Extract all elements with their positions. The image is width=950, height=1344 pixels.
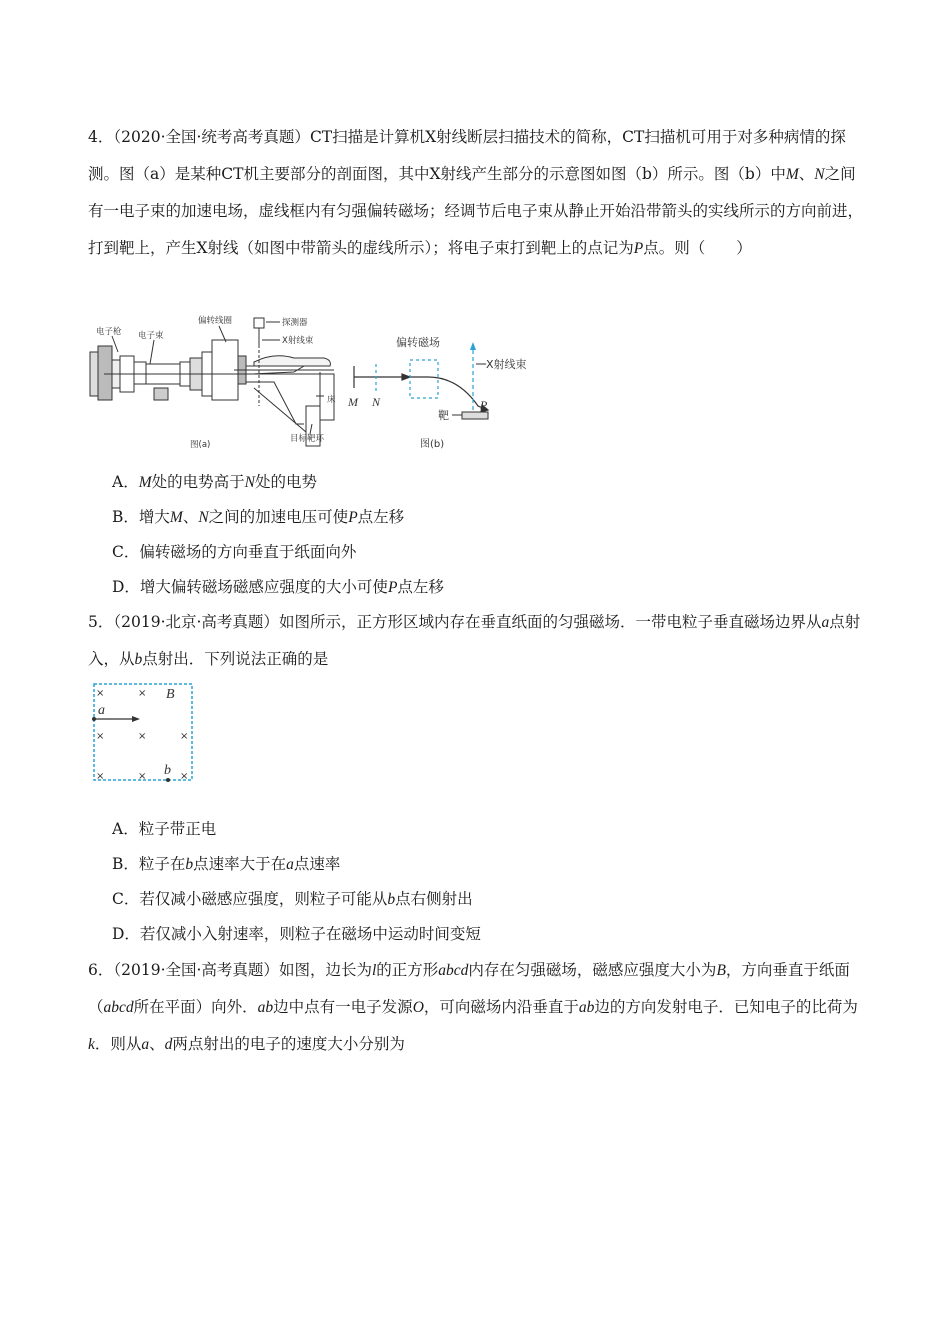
stem-sep: 、 bbox=[149, 1035, 165, 1053]
q4-option-d[interactable] bbox=[112, 577, 444, 598]
stem-text: 如图，边长为 bbox=[278, 961, 372, 979]
label-deflection-field: 偏转磁场 bbox=[396, 336, 440, 349]
stem-text: 点射出．下列说法正确的是 bbox=[142, 650, 329, 668]
var-O: O bbox=[412, 999, 424, 1016]
var: a bbox=[286, 856, 294, 873]
label-electron-beam: 电子束 bbox=[138, 331, 164, 341]
option-text: 点左移 bbox=[397, 578, 444, 596]
option-text: D．若仅减小入射速率，则粒子在磁场中运动时间变短 bbox=[112, 925, 481, 943]
var-l: l bbox=[371, 962, 377, 979]
figure-b-xray-schematic bbox=[340, 330, 550, 454]
option-text: A．粒子带正电 bbox=[112, 820, 217, 838]
cross-mark: × bbox=[180, 771, 189, 782]
question-4 bbox=[88, 119, 863, 267]
label-b: b bbox=[164, 763, 171, 778]
option-text: 、 bbox=[182, 508, 199, 526]
option-text: 之间的加速电压可使 bbox=[208, 508, 349, 526]
stem-text: 两点射出的电子的速度大小分别为 bbox=[172, 1035, 405, 1053]
option-text: 点左移 bbox=[357, 508, 405, 526]
stem-text: ．则从 bbox=[94, 1035, 142, 1053]
label-N: N bbox=[372, 395, 381, 409]
var-M: M bbox=[785, 166, 799, 183]
question-source: （2020·全国·统考高考真题） bbox=[113, 128, 310, 146]
option-text: 处的电势高于 bbox=[151, 473, 245, 491]
q4-option-c[interactable] bbox=[112, 542, 356, 562]
label-M: M bbox=[348, 395, 358, 409]
stem-text: 如图所示，正方形区域内存在垂直纸面的匀强磁场．一带电粒子垂直磁场边界从 bbox=[278, 613, 822, 631]
option-text: B．粒子在 bbox=[112, 855, 186, 873]
stem-text: ，方向垂直于纸面（ bbox=[88, 961, 850, 1016]
option-text: 点速率 bbox=[293, 855, 341, 873]
var: N bbox=[198, 509, 209, 526]
var: M bbox=[138, 474, 152, 491]
question-source: （2019·北京·高考真题） bbox=[113, 613, 279, 631]
q5-option-c[interactable] bbox=[112, 889, 473, 910]
cross-mark: × bbox=[138, 771, 147, 782]
option-text: 处的电势 bbox=[254, 473, 317, 491]
question-number: 4． bbox=[88, 128, 114, 146]
var: M bbox=[169, 509, 183, 526]
option-text: D．增大偏转磁场磁感应强度的大小可使 bbox=[112, 578, 388, 596]
cross-mark: × bbox=[138, 688, 147, 699]
stem-text: 的正方形 bbox=[376, 961, 439, 979]
var-abcd: abcd bbox=[103, 999, 134, 1016]
option-text: 点速率大于在 bbox=[193, 855, 287, 873]
var-d: d bbox=[164, 1036, 173, 1053]
stem-text: CT扫描是计算机X射线断层扫描技术的简称，CT扫描机可用于对多种病情的探测。图（a）是某种CT机主要部分的剖面图，其中X射线产生部分的示意图如图（b）所示。图（b）中 bbox=[88, 128, 846, 183]
option-text: 点右侧射出 bbox=[395, 890, 473, 908]
q5-option-d[interactable] bbox=[112, 924, 481, 944]
figure-square-field bbox=[88, 678, 200, 788]
stem-sep: 、 bbox=[798, 165, 815, 183]
label-B: B bbox=[166, 687, 175, 702]
cross-mark: × bbox=[96, 731, 105, 742]
q4-option-b[interactable] bbox=[112, 507, 404, 528]
stem-text: 点。则（ ） bbox=[643, 239, 752, 257]
velocity-arrow bbox=[132, 716, 140, 722]
label-a: a bbox=[98, 703, 105, 718]
label-bed: 床 bbox=[327, 395, 336, 405]
stem-text: 点射入，从 bbox=[88, 613, 861, 668]
question-source: （2019·全国·高考真题） bbox=[113, 961, 279, 979]
q5-option-b[interactable] bbox=[112, 854, 340, 875]
q4-option-a[interactable] bbox=[112, 472, 317, 493]
question-5-stem bbox=[88, 604, 863, 678]
label-xray-beam: X射线束 bbox=[486, 358, 527, 371]
cross-mark: × bbox=[96, 688, 105, 699]
stem-text: 所在平面）向外． bbox=[133, 998, 258, 1016]
option-text: A． bbox=[112, 473, 139, 491]
var-ab: ab bbox=[578, 999, 595, 1016]
label-deflection-coil: 偏转线圈 bbox=[198, 316, 233, 326]
label-target-ring: 目标靶环 bbox=[290, 434, 325, 444]
figure-b-caption: 图(b) bbox=[420, 439, 445, 450]
stem-text: 边的方向发射电子．已知电子的比荷为 bbox=[594, 998, 858, 1016]
var-P: P bbox=[633, 240, 644, 257]
var: b bbox=[387, 891, 396, 908]
stem-text: ，可向磁场内沿垂直于 bbox=[423, 998, 579, 1016]
question-number: 6． bbox=[88, 961, 114, 979]
label-detector: 探测器 bbox=[282, 318, 308, 328]
q5-option-a[interactable] bbox=[112, 819, 216, 839]
option-text: C．若仅减小磁感应强度，则粒子可能从 bbox=[112, 890, 388, 908]
var-N: N bbox=[814, 166, 825, 183]
label-P: P bbox=[480, 398, 488, 412]
question-number: 5． bbox=[88, 613, 114, 631]
var: N bbox=[244, 474, 255, 491]
figure-a-ct-machine bbox=[84, 312, 344, 452]
cross-mark: × bbox=[138, 731, 147, 742]
question-6-stem bbox=[88, 952, 863, 1063]
var: P bbox=[348, 509, 358, 526]
stem-text: 内存在匀强磁场，磁感应强度大小为 bbox=[468, 961, 717, 979]
var-a: a bbox=[141, 1036, 150, 1053]
var-b: b bbox=[134, 651, 143, 668]
figure-a-caption: 图(a) bbox=[190, 440, 211, 450]
deflection-field-box bbox=[410, 360, 438, 398]
label-target: 靶 bbox=[438, 409, 449, 422]
option-text: C．偏转磁场的方向垂直于纸面向外 bbox=[112, 543, 357, 561]
var-B: B bbox=[716, 962, 726, 979]
stem-text: 边中点有一电子发源 bbox=[273, 998, 413, 1016]
question-5 bbox=[88, 604, 863, 678]
var-a: a bbox=[821, 614, 830, 631]
question-6 bbox=[88, 952, 863, 1063]
var-ab: ab bbox=[257, 999, 274, 1016]
cross-mark: × bbox=[96, 771, 105, 782]
label-xray-beam: X射线束 bbox=[282, 336, 314, 346]
var: P bbox=[387, 579, 398, 596]
var-abcd: abcd bbox=[438, 962, 469, 979]
target-plate bbox=[462, 412, 488, 419]
var-k: k bbox=[88, 1036, 95, 1053]
label-electron-gun: 电子枪 bbox=[96, 327, 122, 337]
var: b bbox=[185, 856, 194, 873]
option-text: B．增大 bbox=[112, 508, 170, 526]
stem-text: 之间有一电子束的加速电场，虚线框内有匀强偏转磁场；经调节后电子束从静止开始沿带箭头的实线所示的方向前进，打到靶上，产生X射线（如图中带箭头的虚线所示）；将电子束打到靶上的点记为 bbox=[88, 165, 864, 257]
question-4-stem bbox=[88, 119, 863, 267]
cross-mark: × bbox=[180, 731, 189, 742]
